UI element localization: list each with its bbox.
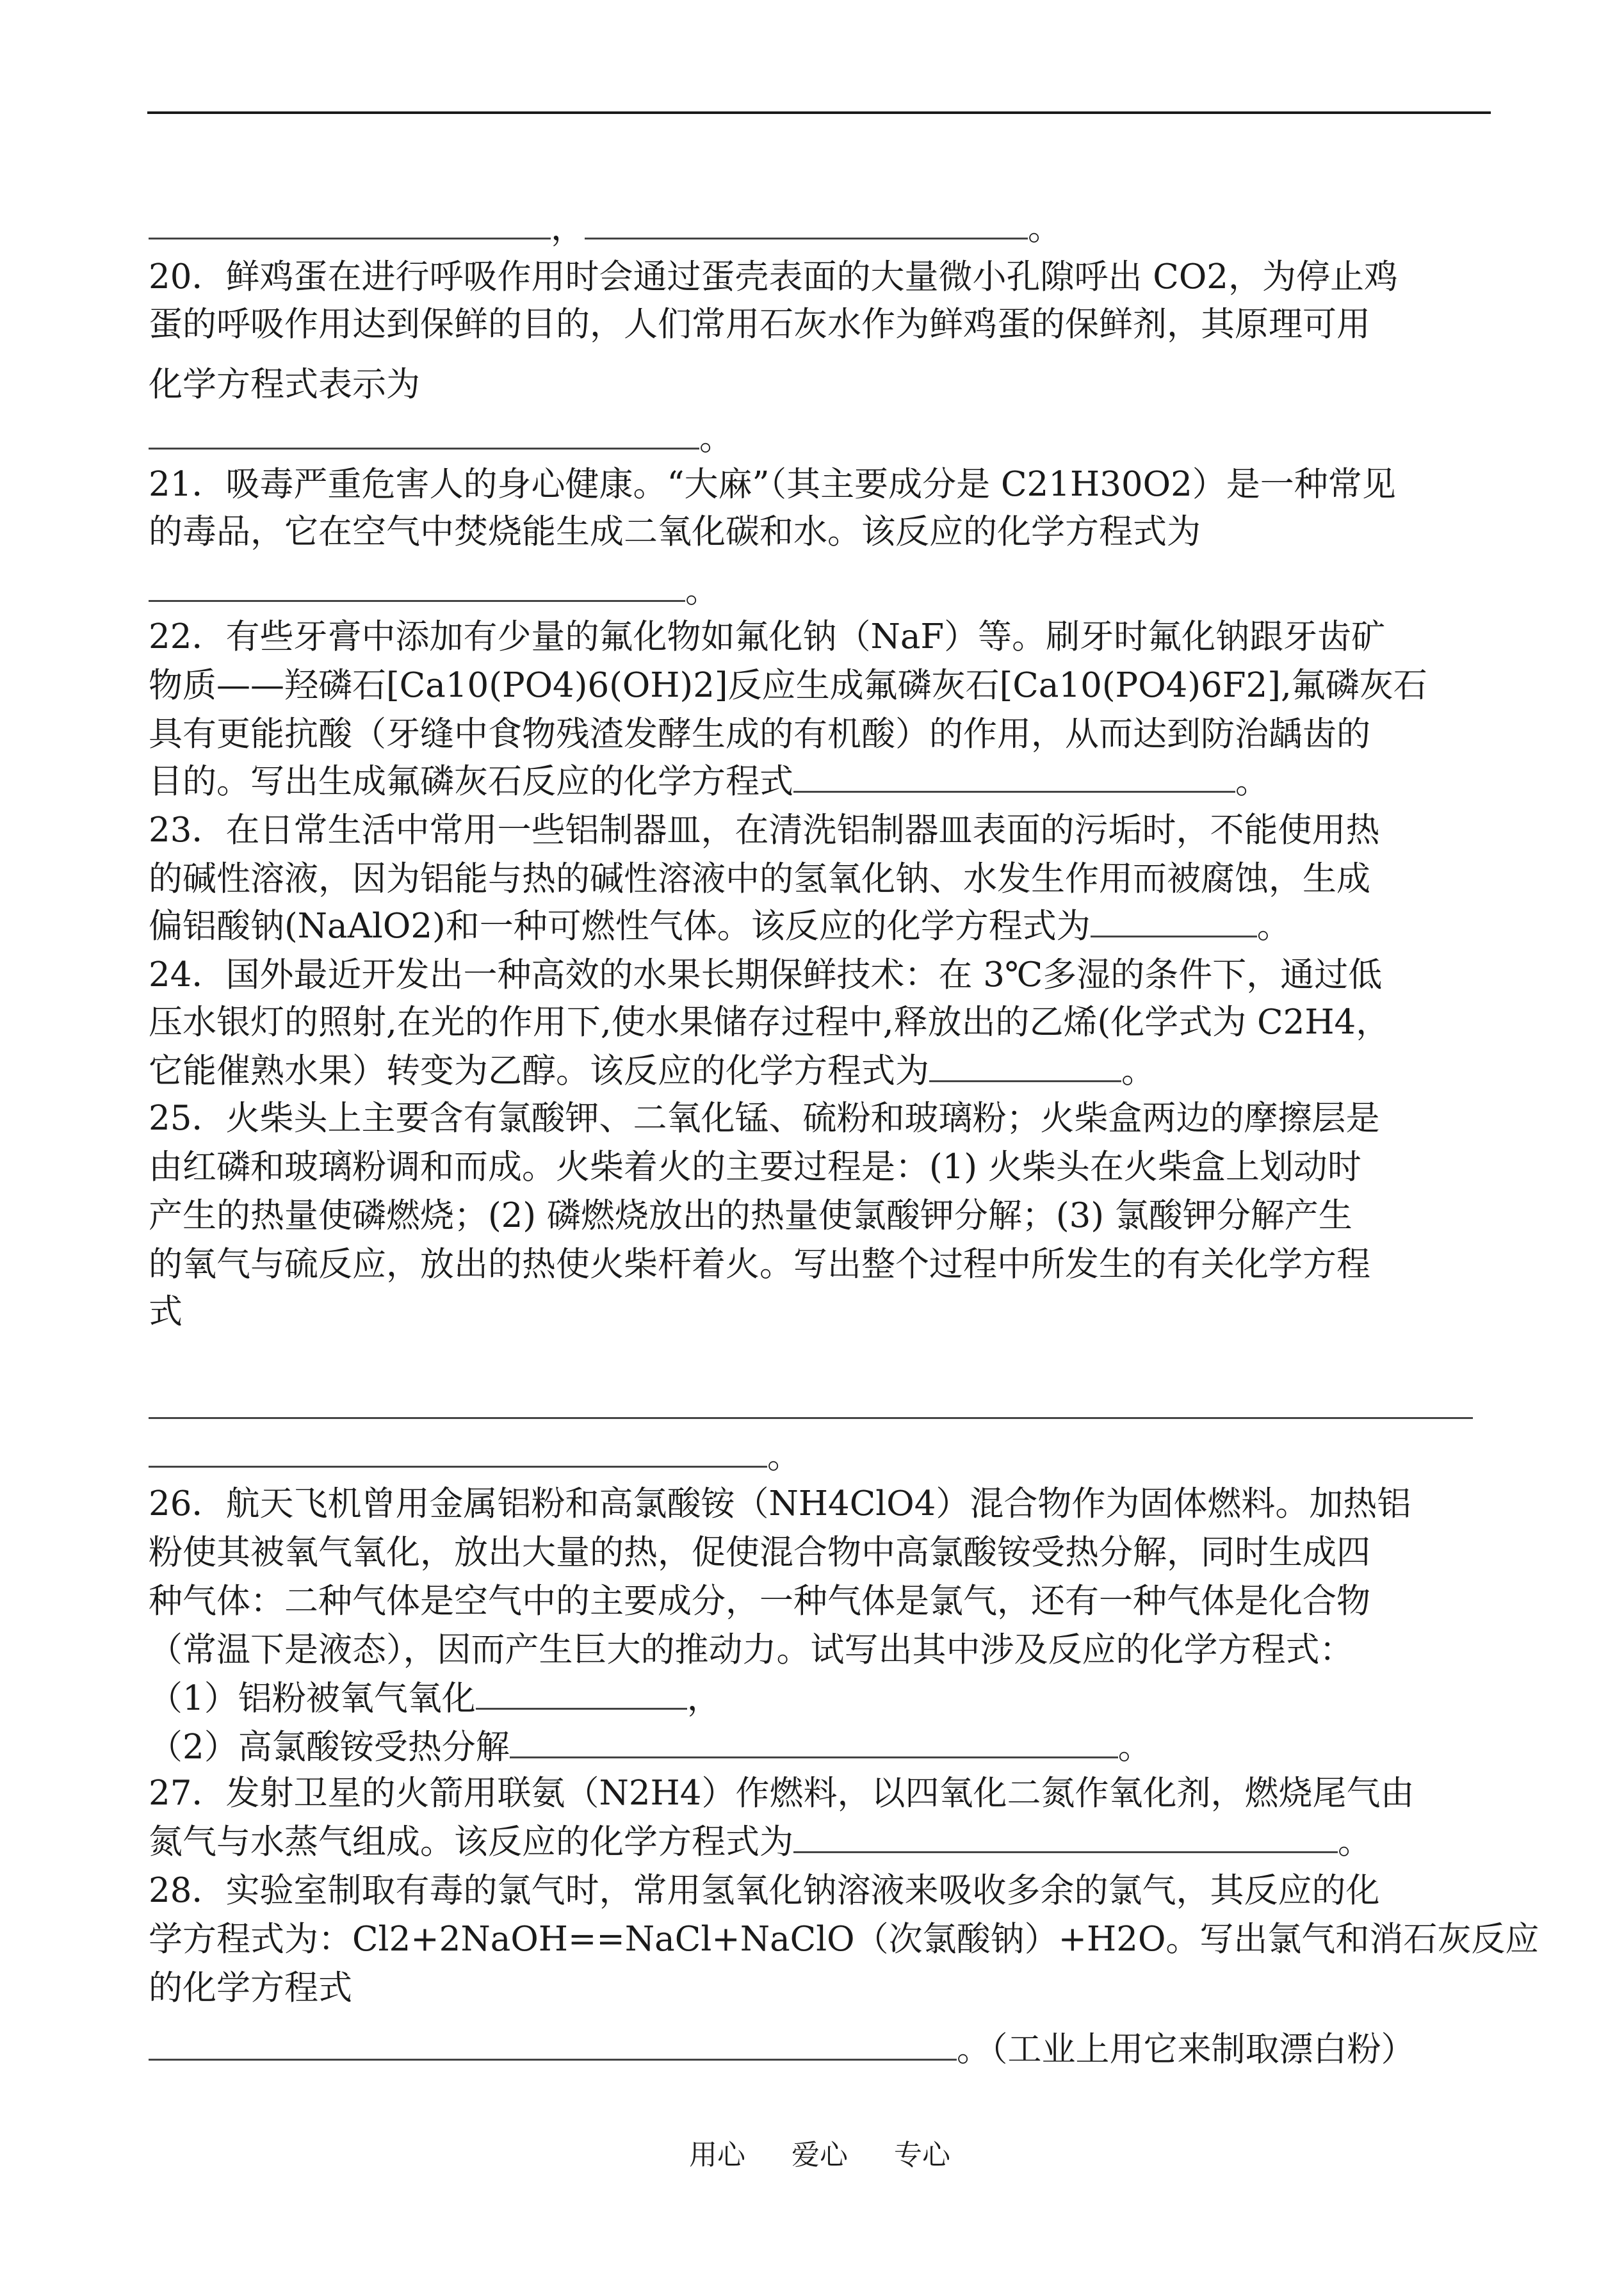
question-25-line2: 由红磷和玻璃粉调和而成。火柴着火的主要过程是：(1) 火柴头在火柴盒上划动时 — [149, 1148, 1361, 1187]
question-21-answer: 。 — [149, 569, 719, 613]
question-22-line3: 具有更能抗酸（牙缝中食物残渣发酵生成的有机酸）的作用，从而达到防治龋齿的 — [149, 715, 1370, 754]
answer-blank — [793, 1822, 1338, 1853]
question-25-line5: 式 — [149, 1292, 183, 1331]
answer-blank — [149, 418, 699, 450]
footer-word-1: 用心 — [689, 2139, 745, 2171]
question-25-answer-2: 。 — [149, 1434, 801, 1479]
question-25-line3: 产生的热量使磷燃烧；(2) 磷燃烧放出的热量使氯酸钾分解；(3) 氯酸钾分解产生 — [149, 1196, 1352, 1235]
question-28-line3: 的化学方程式 — [149, 1968, 352, 2007]
question-26-line3: 种气体：二种气体是空气中的主要成分，一种气体是氯气，还有一种气体是化合物 — [149, 1582, 1370, 1621]
question-26-line1: 26．航天飞机曾用金属铝粉和高氯酸铵（NH4ClO4）混合物作为固体燃料。加热铝 — [149, 1484, 1411, 1523]
answer-blank — [149, 571, 685, 602]
question-24-line1: 24．国外最近开发出一种高效的水果长期保鲜技术：在 3℃多湿的条件下，通过低 — [149, 955, 1383, 994]
answer-blank — [149, 1388, 1473, 1419]
header-rule — [147, 111, 1491, 114]
answer-blank — [929, 1051, 1121, 1082]
footer-word-3: 专心 — [894, 2139, 950, 2171]
question-20-line2: 蛋的呼吸作用达到保鲜的目的，人们常用石灰水作为鲜鸡蛋的保鲜剂，其原理可用 — [149, 305, 1370, 344]
answer-blank — [476, 1678, 687, 1710]
answer-blank — [510, 1727, 1118, 1758]
question-26-line2: 粉使其被氧气氧化，放出大量的热，促使混合物中高氯酸铵受热分解，同时生成四 — [149, 1533, 1370, 1572]
answer-blank — [149, 208, 551, 239]
question-25-line1: 25．火柴头上主要含有氯酸钾、二氧化锰、硫粉和玻璃粉；火柴盒两边的摩擦层是 — [149, 1099, 1380, 1138]
answer-blank — [149, 2029, 957, 2061]
question-21-line1: 21．吸毒严重危害人的身心健康。“大麻”（其主要成分是 C21H30O2）是一种常见 — [149, 465, 1396, 504]
question-24-line2: 压水银灯的照射,在光的作用下,使水果储存过程中,释放出的乙烯(化学式为 C2H4， — [149, 1003, 1390, 1042]
question-20-line1: 20．鲜鸡蛋在进行呼吸作用时会通过蛋壳表面的大量微小孔隙呼出 CO2，为停止鸡 — [149, 257, 1399, 296]
question-25-answer-1 — [149, 1386, 1473, 1431]
answer-blank — [793, 761, 1235, 793]
question-27-line2: 氮气与水蒸气组成。该反应的化学方程式为 。 — [149, 1822, 1372, 1861]
question-23-line1: 23．在日常生活中常用一些铝制器皿，在清洗铝制器皿表面的污垢时，不能使用热 — [149, 811, 1380, 850]
question-28-answer: 。（工业上用它来制取漂白粉） — [149, 2027, 1415, 2072]
question-24-line3: 它能催熟水果）转变为乙醇。该反应的化学方程式为 。 — [149, 1051, 1155, 1091]
question-20-line3: 化学方程式表示为 — [149, 365, 420, 404]
question-27-line1: 27．发射卫星的火箭用联氨（N2H4）作燃料，以四氧化二氮作氧化剂，燃烧尾气由 — [149, 1774, 1415, 1813]
footer-word-2: 爱心 — [792, 2139, 848, 2171]
question-28-line2: 学方程式为：Cl2+2NaOH==NaCl+NaClO（次氯酸钠）+H2O。写出氯气和消石灰反应 — [149, 1920, 1539, 1959]
question-26-part2: （2）高氯酸铵受热分解 。 — [149, 1728, 1152, 1767]
question-26-part1: （1）铝粉被氧气氧化 ， — [149, 1679, 721, 1718]
question-20-answer: 。 — [149, 416, 733, 461]
answer-blank — [585, 208, 1028, 239]
question-22-line4: 目的。写出生成氟磷灰石反应的化学方程式 。 — [149, 762, 1269, 801]
answer-blank — [1091, 906, 1257, 937]
question-22-line2: 物质——羟磷石[Ca10(PO4)6(OH)2]反应生成氟磷灰石[Ca10(PO4)6F2],氟磷灰石 — [149, 666, 1427, 705]
question-25-line4: 的氧气与硫反应，放出的热使火柴杆着火。写出整个过程中所发生的有关化学方程 — [149, 1245, 1370, 1284]
answer-line-top: ， 。 — [149, 206, 1062, 251]
answer-blank — [149, 1436, 767, 1468]
question-28-line1: 28．实验室制取有毒的氯气时，常用氢氧化钠溶液来吸收多余的氯气，其反应的化 — [149, 1871, 1380, 1910]
question-26-line4: （常温下是液态），因而产生巨大的推动力。试写出其中涉及反应的化学方程式： — [149, 1630, 1354, 1669]
question-23-line2: 的碱性溶液，因为铝能与热的碱性溶液中的氢氧化钠、水发生作用而被腐蚀，生成 — [149, 859, 1370, 898]
question-23-line3: 偏铝酸钠(NaAlO2)和一种可燃性气体。该反应的化学方程式为 。 — [149, 907, 1291, 946]
question-21-line2: 的毒品，它在空气中焚烧能生成二氧化碳和水。该反应的化学方程式为 — [149, 512, 1201, 551]
question-22-line1: 22．有些牙膏中添加有少量的氟化物如氟化钠（NaF）等。刷牙时氟化钠跟牙齿矿 — [149, 617, 1386, 656]
